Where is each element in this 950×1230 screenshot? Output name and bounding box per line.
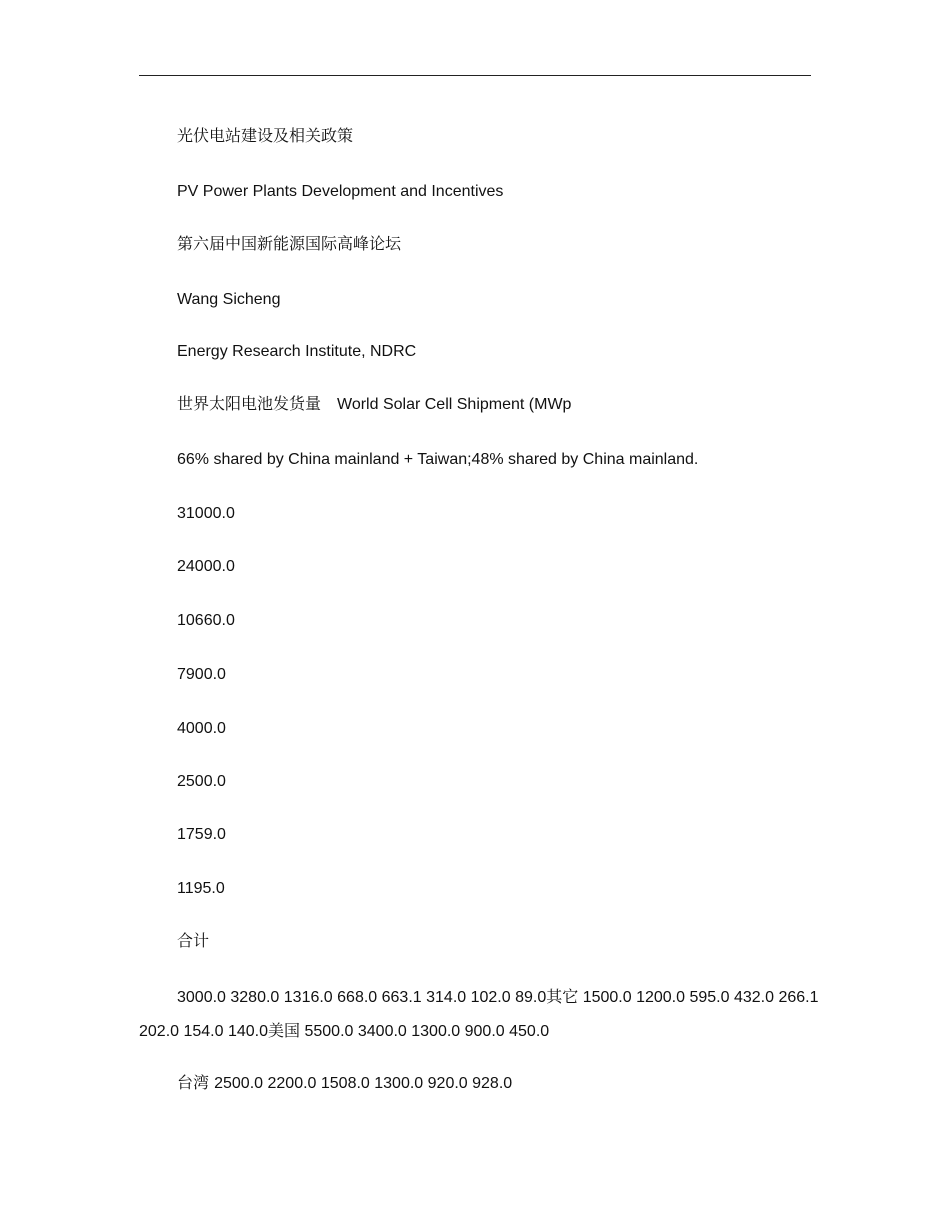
total-value-8: 1195.0	[177, 880, 225, 897]
data-row-1: 3000.0 3280.0 1316.0 668.0 663.1 314.0 102.0 89.0	[177, 989, 547, 1006]
data-paragraph	[139, 980, 821, 1048]
data-row-3: 5500.0 3400.0 1300.0 900.0 450.0	[304, 1023, 550, 1040]
title-chinese: 光伏电站建设及相关政策	[177, 126, 354, 145]
taiwan-row	[177, 1073, 512, 1094]
total-value-2: 24000.0	[177, 558, 235, 575]
author-institute: Energy Research Institute, NDRC	[177, 343, 417, 360]
forum-name: 第六届中国新能源国际高峰论坛	[177, 234, 402, 253]
total-value-5: 4000.0	[177, 720, 226, 737]
total-value-3: 10660.0	[177, 612, 235, 629]
data-row-2: 1500.0 1200.0 595.0 432.0 266.1 202.0 154.0 140.0	[139, 989, 819, 1040]
header-rule	[139, 75, 811, 76]
label-taiwan: 台湾	[177, 1073, 210, 1092]
chart-title-english: World Solar Cell Shipment (MWp	[337, 396, 572, 413]
total-value-7: 1759.0	[177, 826, 226, 843]
chart-title	[177, 394, 571, 415]
share-note: 66% shared by China mainland + Taiwan;48% shared by China mainland.	[177, 451, 699, 468]
author-name: Wang Sicheng	[177, 291, 281, 308]
data-taiwan: 2500.0 2200.0 1508.0 1300.0 920.0 928.0	[214, 1075, 513, 1092]
title-english: PV Power Plants Development and Incentives	[177, 183, 504, 200]
chart-title-chinese: 世界太阳电池发货量	[177, 394, 322, 413]
label-usa: 美国	[268, 1021, 301, 1040]
total-value-1: 31000.0	[177, 505, 235, 522]
total-value-6: 2500.0	[177, 773, 226, 790]
total-value-4: 7900.0	[177, 666, 226, 683]
label-other: 其它	[546, 987, 579, 1006]
total-label: 合计	[177, 931, 210, 950]
